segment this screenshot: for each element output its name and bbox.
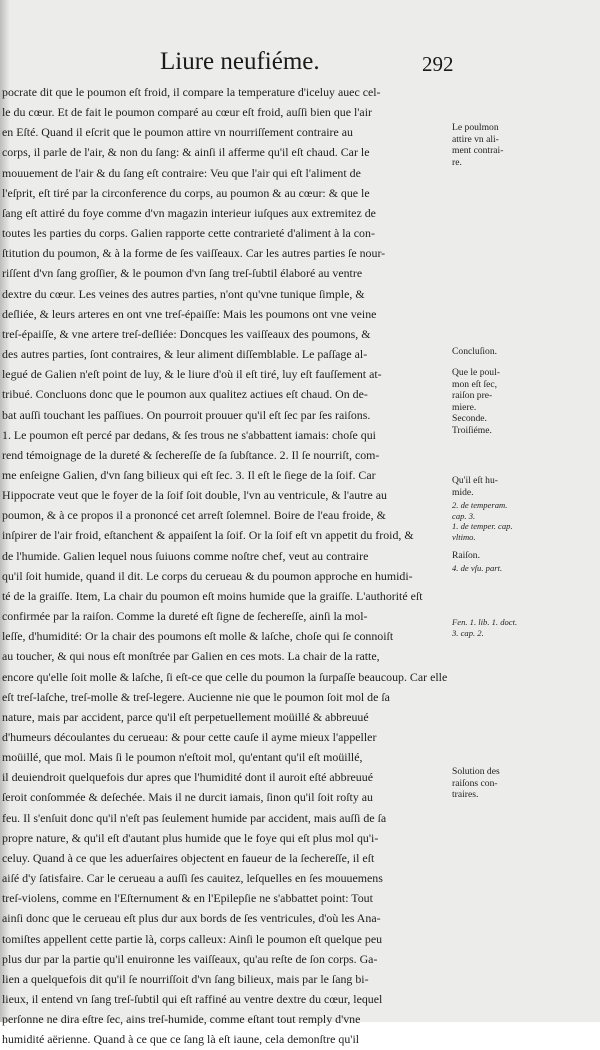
body-line: ſtitution du poumon, & à la forme de ſes vaiſſeaux. Car les autres parties ſe nour- <box>2 246 386 261</box>
body-line: riſſent d'vn ſang groſſier, & le poumon d'vn ſang treſ-ſubtil élaboré au ventre <box>2 266 363 281</box>
body-line: legué de Galien n'eſt point de luy, & le liure d'où il eſt tiré, luy eſt fauſſement at- <box>2 367 382 382</box>
body-line: treſ-épaiſſe, & vne artere treſ-deſliée: Doncques les vaiſſeaux des poumons, & <box>2 326 371 341</box>
body-line: il deuiendroit quelquefois dur apres que l'humidité dont il auroit eſté abbreuué <box>2 770 373 785</box>
body-line: bat auſſi touchant les paſſiues. On pourroit prouuer qu'il eſt ſec par ſes raiſons. <box>2 407 371 422</box>
running-title: Liure neufiéme. <box>160 48 320 75</box>
margin-note-line: Fen. 1. lib. 1. doct. <box>452 617 518 627</box>
margin-note-line: cap. 3. <box>452 510 476 521</box>
margin-note-line: ment contrai- <box>452 145 504 156</box>
margin-note-line: Qu'il eſt hu- <box>452 475 498 486</box>
body-line: des autres parties, ſont contraires, & leur aliment diſſemblable. Le paſſage al- <box>2 347 368 362</box>
body-line: dextre du cœur. Les veines des autres parties, n'ont qu'vne tunique ſimple, & <box>2 286 365 301</box>
margin-note-line: attire vn ali- <box>452 133 499 145</box>
body-line: corps, il parle de l'air, & non du ſang: & ainſi il afferme qu'il eſt chaud. Car le <box>2 145 370 160</box>
margin-note-line: raiſons con- <box>452 777 498 789</box>
body-line: leſſe, d'humidité: Or la chair des poumons eſt molle & laſche, choſe qui ſe connoiſt <box>2 629 394 644</box>
body-line: pocrate dit que le poumon eſt froid, il compare la temperature d'iceluy auec cel- <box>2 85 381 99</box>
body-line: l'eſprit, eſt tiré par la circonference du corps, au poumon & au cœur: & que le <box>2 185 370 200</box>
body-line: en Eſté. Quand il eſcrit que le poumon attire vn nourriſſement contraire au <box>2 125 353 140</box>
margin-note-line: 3. cap. 2. <box>452 627 484 638</box>
body-line: ſeroit conſommée & deſechée. Mais il ne durcit iamais, ſinon qu'il ſoit roſty au <box>2 790 373 805</box>
body-line: qu'il ſoit humide, quand il dit. Le corps du cerueau & du poumon approche en humidi- <box>2 568 413 583</box>
margin-note-line: Que le poul- <box>452 367 500 378</box>
body-line: tribué. Concluons donc que le poumon aux qualitez actiues eſt chaud. On de- <box>2 387 368 402</box>
body-line: ainſi donc que le cerueau eſt plus dur aux bords de ſes ventricules, d'où les Ana- <box>2 911 381 926</box>
body-line: té de la graiſſe. Item, La chair du poumon eſt moins humide que la graiſſe. L'authorité eſt <box>2 588 423 603</box>
margin-note-line: Le poulmon <box>452 122 499 133</box>
margin-note-raisons-sec <box>452 367 544 436</box>
body-line: nature, mais par accident, parce qu'il eſt perpetuellement moüillé & abbreuué <box>2 709 369 724</box>
body-line: rend témoignage de la dureté & ſechereſſe de ſa ſubſtance. 2. Il ſe nourriſt, com- <box>2 447 380 462</box>
margin-note-line: Troiſiéme. <box>452 424 492 436</box>
margin-note-references <box>452 500 544 542</box>
page-header <box>160 48 460 82</box>
body-line: le du cœur. Et de fait le poumon comparé au cœur eſt froid, auſſi bien que l'air <box>2 105 372 120</box>
margin-note-line: raiſon pre- <box>452 390 493 401</box>
body-line: ſang eſt attiré du foye comme d'vn magazin interieur iuſques aux extremitez de <box>2 205 376 220</box>
body-line: perſonne ne dira eſtre ſec, ains treſ-humide, comme eſtant tout remply d'vne <box>2 1012 361 1027</box>
body-line: poumon, & à ce propos il a prononcé cet arreſt ſolemnel. Boire de l'eau froide, & <box>2 508 386 523</box>
margin-note-line: 1. de temper. cap. <box>452 521 513 532</box>
body-line: moüillé, que mol. Mais ſi le poumon n'eſtoit mol, qu'entant qu'il eſt moüillé, <box>2 750 363 765</box>
body-line: plus dur par la partie qu'il enuironne les vaiſſeaux, qu'au reſte de ſon corps. Ga- <box>2 951 378 966</box>
body-line: eſt treſ-laſche, treſ-molle & treſ-legere. Aucienne nie que le poumon ſoit mol de ſa <box>2 689 390 704</box>
body-line: de l'humide. Galien lequel nous ſuiuons comme noſtre chef, veut au contraire <box>2 548 369 563</box>
body-line: toutes les parties du corps. Galien rapporte cette contrarieté d'aliment à la con- <box>2 226 375 241</box>
body-line: Hippocrate veut que le foyer de la ſoif ſoit double, l'vn au ventricule, & l'autre au <box>2 488 387 503</box>
page-number: 292 <box>422 52 454 76</box>
body-line: d'humeurs découlantes du cerueau: & pour cette cauſe il ayme mieux l'appeller <box>2 730 377 744</box>
body-line: lieux, il entend vn ſang treſ-ſubtil qui eſt raffiné au ventre dextre du cœur, lequel <box>2 992 383 1007</box>
margin-note-line: Solution des <box>452 766 500 777</box>
body-line: tomiſtes appellent cette partie là, corps calleux: Ainſi le poumon eſt quelque peu <box>2 931 383 946</box>
body-line: celuy. Quand à ce que les aduerſaires objectent en faueur de la ſechereſſe, il eſt <box>2 850 375 865</box>
margin-note-line: mide. <box>452 486 474 498</box>
margin-note-line: Concluſion. <box>452 346 498 357</box>
body-line: deſliée, & leurs arteres en ont vne treſ-épaiſſe: Mais les poumons ont vne veine <box>2 306 377 321</box>
body-line: inſpirer de l'air froid, eſtanchent & appaiſent la ſoif. Or la ſoif eſt vn appetit du froid, & <box>2 528 414 543</box>
body-line: encore qu'elle ſoit molle & laſche, ſi eſt-ce que celle du poumon la ſurpaſſe beaucoup. Car elle <box>2 669 448 684</box>
body-line: 1. Le poumon eſt percé par dedans, & ſes trous ne s'abbattent iamais: choſe qui <box>2 427 376 442</box>
margin-note-line: traires. <box>452 789 479 800</box>
body-line: aiſé d'y ſatisfaire. Car le cerueau a auſſi ſes cauitez, leſquelles en ſes mouuemens <box>2 871 383 886</box>
margin-note-poumon-attire <box>452 122 544 168</box>
margin-note-line: re. <box>452 156 462 168</box>
margin-note-solution <box>452 766 544 801</box>
body-line: confirmée par la raiſon. Comme la dureté eſt ſigne de ſechereſſe, ainſi la mol- <box>2 609 368 624</box>
margin-note-vsu-part <box>452 563 544 574</box>
margin-note-line: 4. de vſu. part. <box>452 563 503 573</box>
margin-note-humide <box>452 475 544 498</box>
body-line: treſ-violens, comme en l'Eſternument & en l'Epilepſie ne s'abbattet point: Tout <box>2 891 373 906</box>
margin-note-line: 2. de temperam. <box>452 500 508 510</box>
margin-note-fen <box>452 617 544 638</box>
body-line: mouuement de l'air & du ſang eſt contraire: Veu que l'air qui eſt l'aliment de <box>2 165 361 180</box>
margin-note-line: miere. <box>452 401 477 413</box>
body-line: lien a quelquefois dit qu'il ſe nourriſſoit d'vn ſang bilieux, mais par le ſang bi- <box>2 971 369 986</box>
margin-note-raison <box>452 550 544 562</box>
body-line: me enſeigne Galien, d'vn ſang bilieux qui eſt ſec. 3. Il eſt le ſiege de la ſoif. Car <box>2 467 376 482</box>
body-line: humidité aërienne. Quand à ce que ce ſang là eſt iaune, cela demonſtre qu'il <box>2 1032 360 1047</box>
body-text <box>2 82 448 1050</box>
body-line: feu. Il s'enſuit donc qu'il n'eſt pas ſeulement humide par accident, mais auſſi de ſa <box>2 810 387 825</box>
body-line: propre nature, & qu'il eſt d'autant plus humide que le foye qui eſt plus mol qu'i- <box>2 830 379 845</box>
margin-note-conclusion <box>452 346 544 358</box>
margin-note-line: vltimo. <box>452 531 476 542</box>
margin-note-line: Seconde. <box>452 413 487 424</box>
margin-note-line: mon eſt ſec, <box>452 378 498 390</box>
margin-note-line: Raiſon. <box>452 550 480 561</box>
body-line: au toucher, & qui nous eſt monſtrée par Galien en ces mots. La chair de la ratte, <box>2 649 380 664</box>
